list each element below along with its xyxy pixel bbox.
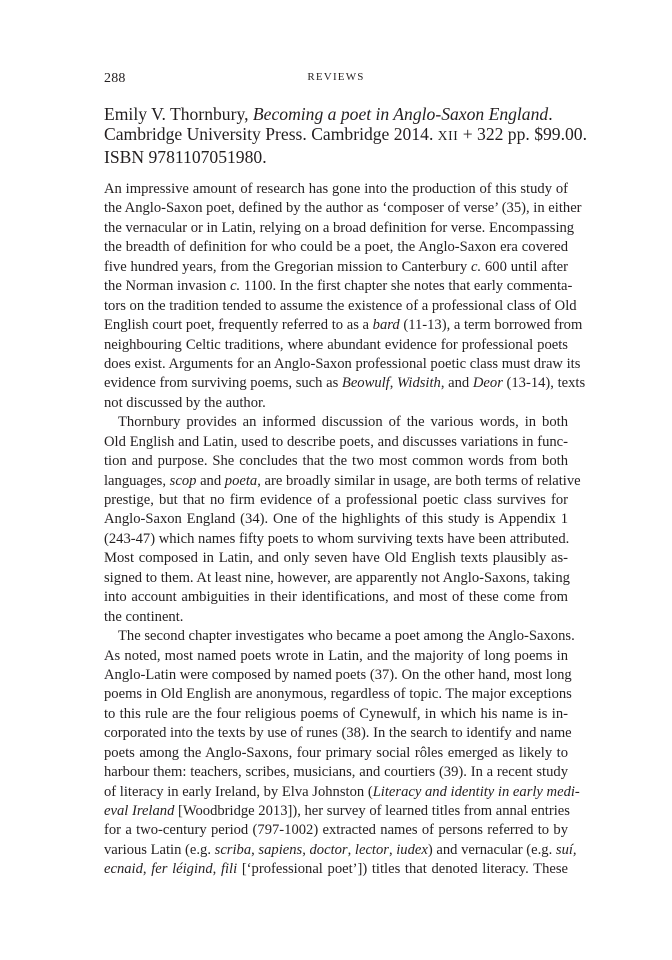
body-line	[104, 452, 568, 471]
body-line	[104, 841, 577, 860]
text-run: prestige, but that no firm evidence of a professional poetic class survives for	[104, 492, 568, 508]
text-run: tors on the tradition tended to assume the existence of a professional class of Old	[104, 297, 577, 314]
body-line	[104, 316, 583, 335]
italic-text: Deor	[472, 375, 503, 392]
body-line	[104, 277, 573, 296]
italic-text: iudex	[396, 841, 428, 858]
body-line	[104, 549, 568, 568]
text-run: 1100. In the first chapter she notes that early commenta-	[240, 278, 573, 295]
body-line	[104, 685, 572, 704]
running-head: REVIEWS	[307, 71, 365, 83]
body-line	[104, 860, 568, 879]
text-run: ,	[251, 841, 259, 858]
body-line	[104, 569, 568, 588]
text-run: to this rule are the four religious poems of Cynewulf, in which his name is in-	[104, 705, 568, 722]
text-run: neighbouring Celtic traditions, where abundant evidence for professional poets	[104, 336, 568, 353]
body-line	[104, 530, 568, 549]
body-line	[104, 510, 568, 529]
text-run: various Latin (e.g.	[104, 841, 215, 858]
text-run: Old English and Latin, used to describe poets, and discusses variations in func-	[104, 433, 568, 450]
text-run: [Woodbridge 2013]), her survey of learned titles from annal entries	[174, 803, 570, 819]
text-run: evidence from surviving poems, such as	[104, 375, 342, 392]
text-run: the breadth of definition for who could be a poet, the Anglo-Saxon era covered	[104, 239, 568, 256]
text-run: 600 until after	[481, 258, 569, 275]
body-line	[104, 413, 568, 432]
text-run: the continent.	[104, 608, 184, 625]
body-line	[104, 297, 577, 316]
italic-text: c.	[230, 278, 241, 295]
text-run: for a two-century period (797-1002) extracted names of persons referred to by	[104, 822, 568, 839]
text-run: poets among the Anglo-Saxons, four primary social rôles emerged as likely to	[104, 744, 568, 761]
text-run: Anglo-Saxon England (34). One of the highlights of this study is Appendix 1	[104, 511, 568, 528]
text-run: The second chapter investigates who became a poet among the Anglo-Saxons.	[118, 628, 575, 645]
citation-line	[104, 104, 574, 124]
text-run: Thornbury provides an informed discussion of the various words, in both	[118, 414, 568, 431]
citation-book-title: Becoming a poet in Anglo-Saxon England	[252, 104, 549, 124]
italic-text: fer léigind	[151, 861, 213, 878]
text-run: languages,	[104, 472, 170, 489]
body-line	[104, 374, 586, 393]
text-run: , are broadly similar in usage, are both terms of relative	[257, 472, 581, 489]
text-run: tion and purpose. She concludes that the two most common words from both	[104, 453, 568, 470]
citation-isbn: ISBN 9781107051980.	[104, 146, 267, 167]
italic-text: scop	[169, 472, 197, 489]
body-line	[104, 608, 568, 627]
italic-text: bard	[372, 317, 400, 334]
text-run: the vernacular or in Latin, relying on a broad definition for verse. Encompassing	[104, 219, 575, 236]
text-run: , and	[440, 375, 473, 392]
text-run: (13-14), texts	[502, 375, 586, 392]
body-line	[104, 199, 582, 218]
body-line	[104, 491, 568, 510]
italic-text: suí,	[555, 841, 577, 858]
body-line	[104, 394, 568, 413]
italic-text: doctor	[309, 841, 348, 858]
text-run: ,	[389, 375, 398, 392]
citation-publisher: Cambridge University Press. Cambridge 2014.	[104, 124, 438, 145]
citation-pages-price: + 322 pp. $99.00.	[458, 124, 587, 145]
body-line	[104, 821, 568, 840]
text-run: poems in Old English are anonymous, regardless of topic. The major exceptions	[104, 686, 572, 703]
italic-text: scriba	[214, 841, 252, 858]
italic-text: lector	[354, 841, 389, 858]
text-run: five hundred years, from the Gregorian mission to Canterbury	[104, 258, 472, 275]
body-line	[104, 802, 568, 821]
text-run: corporated into the texts by use of runes (38). In the search to identify and name	[104, 725, 572, 742]
body-line	[104, 627, 575, 646]
italic-text: fili	[220, 861, 238, 878]
text-run: Most composed in Latin, and only seven have Old English texts plausibly as-	[104, 550, 568, 567]
review-body	[104, 180, 586, 880]
citation-roman-pages: XII	[437, 128, 459, 144]
citation-line	[104, 124, 587, 146]
text-run: As noted, most named poets wrote in Latin, and the majority of long poems in	[104, 647, 568, 664]
body-line	[104, 433, 568, 452]
citation-line	[104, 147, 574, 167]
text-run: ,	[347, 841, 355, 858]
body-line	[104, 705, 568, 724]
text-run: the Norman invasion	[104, 278, 231, 295]
body-line	[104, 763, 568, 782]
text-run: English court poet, frequently referred to as a	[104, 317, 373, 334]
text-run: ) and vernacular (e.g.	[427, 841, 556, 858]
body-line	[104, 724, 572, 743]
italic-text: ecnaid	[104, 861, 143, 878]
body-line	[104, 355, 581, 374]
text-run: Anglo-Latin were composed by named poets (37). On the other hand, most long	[104, 666, 572, 683]
text-run: signed to them. At least nine, however, are apparently not Anglo-Saxons, taking	[104, 569, 570, 586]
citation-author: Emily V. Thornbury,	[104, 104, 253, 124]
italic-text: eval Ireland	[104, 803, 175, 819]
page-number: 288	[104, 71, 126, 86]
text-run: harbour them: teachers, scribes, musicians, and courtiers (39). In a recent study	[104, 764, 568, 781]
text-run: does exist. Arguments for an Anglo-Saxon professional poetic class must draw its	[104, 355, 581, 372]
text-run: and	[196, 472, 225, 489]
italic-text: poeta	[224, 472, 258, 489]
body-line	[104, 472, 581, 491]
body-line	[104, 666, 572, 685]
text-run: into account ambiguities in their identifications, and most of these come from	[104, 589, 568, 606]
italic-text: sapiens	[258, 841, 303, 858]
text-run: ,	[302, 841, 310, 858]
italic-text: c.	[471, 258, 482, 275]
body-line	[104, 744, 568, 763]
text-run: (243-47) which names fifty poets to whom surviving texts have been attributed.	[104, 530, 570, 547]
body-line	[104, 258, 568, 277]
italic-text: Widsith	[397, 375, 441, 392]
body-line	[104, 180, 568, 199]
italic-text: Literacy and identity in early medi-	[372, 783, 580, 800]
review-citation	[104, 104, 587, 167]
body-line	[104, 219, 575, 238]
text-run: ,	[388, 841, 397, 858]
text-run: ,	[212, 861, 221, 878]
italic-text: Beowulf	[341, 375, 390, 392]
text-run: of literacy in early Ireland, by Elva Johnston (	[104, 783, 373, 800]
citation-punct: .	[548, 104, 553, 124]
body-line	[104, 238, 568, 257]
body-line	[104, 336, 568, 355]
body-line	[104, 588, 568, 607]
body-line	[104, 647, 568, 666]
text-run: (11-13), a term borrowed from	[399, 317, 583, 334]
text-run: [‘professional poet’]) titles that denoted literacy. These	[237, 861, 568, 878]
text-run: ,	[142, 861, 152, 878]
text-run: the Anglo-Saxon poet, defined by the author as ‘composer of verse’ (35), in either	[104, 200, 582, 217]
text-run: not discussed by the author.	[104, 394, 266, 411]
text-run: An impressive amount of research has gone into the production of this study of	[104, 181, 568, 197]
body-line	[104, 783, 580, 802]
